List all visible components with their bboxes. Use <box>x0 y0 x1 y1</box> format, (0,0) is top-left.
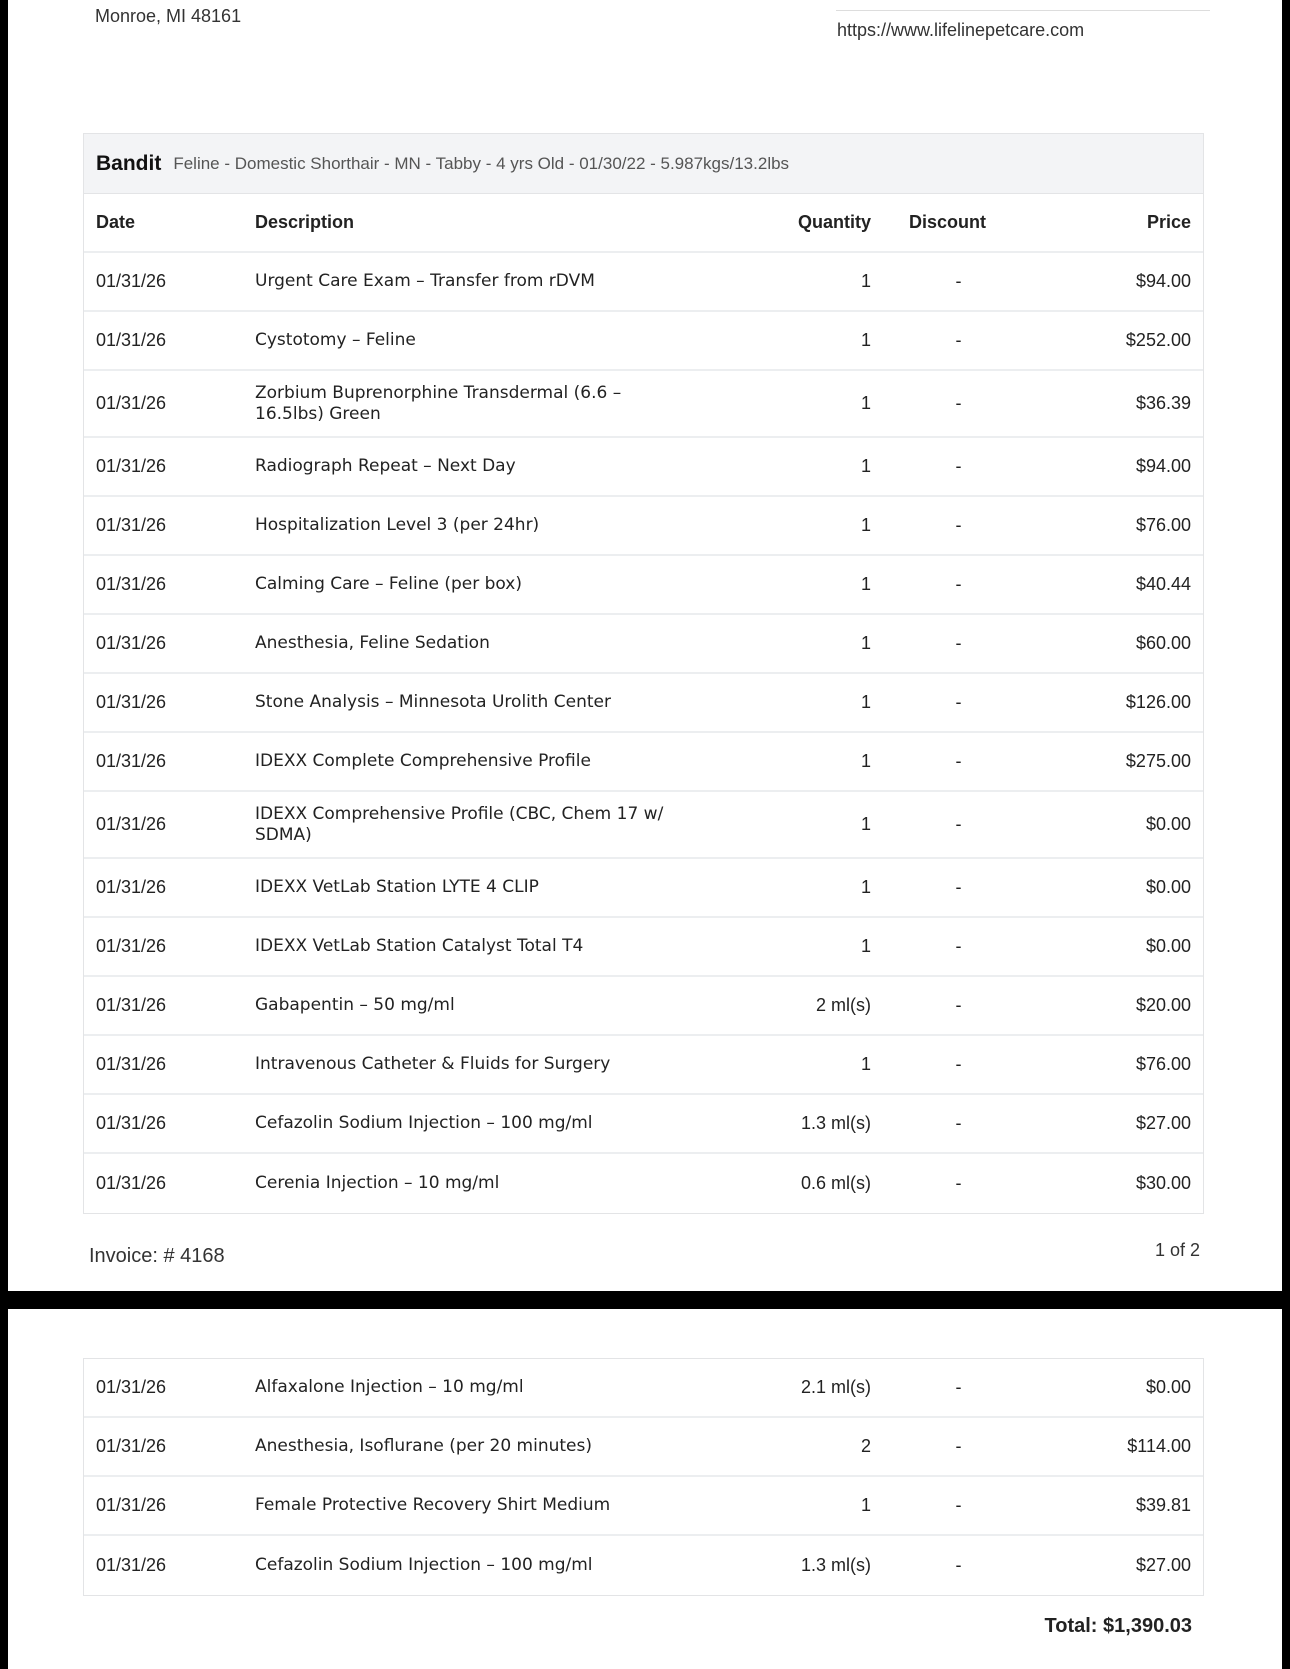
item-quantity: 1 <box>860 1495 871 1515</box>
table-row <box>84 371 1203 438</box>
item-description: IDEXX VetLab Station Catalyst Total T4 <box>255 936 584 956</box>
item-discount: - <box>955 814 962 834</box>
table-row <box>84 1477 1203 1536</box>
table-row <box>84 312 1203 371</box>
item-date: 01/31/26 <box>96 456 167 476</box>
item-description: IDEXX Comprehensive Profile (CBC, Chem 17 w/ SDMA) <box>255 803 664 845</box>
page-number: 1 of 2 <box>1154 1240 1200 1260</box>
item-discount: - <box>955 1054 962 1074</box>
item-quantity: 2 ml(s) <box>816 995 871 1015</box>
item-date: 01/31/26 <box>96 1113 167 1133</box>
item-quantity: 1 <box>860 393 871 413</box>
table-row <box>84 497 1203 556</box>
item-quantity: 1 <box>860 1054 871 1074</box>
item-date: 01/31/26 <box>96 1377 167 1397</box>
item-price: $40.44 <box>1135 574 1191 594</box>
item-date: 01/31/26 <box>96 1173 167 1193</box>
item-date: 01/31/26 <box>96 271 167 291</box>
item-discount: - <box>955 574 962 594</box>
item-date: 01/31/26 <box>96 330 167 350</box>
item-description: Intravenous Catheter & Fluids for Surgery <box>255 1054 611 1074</box>
item-quantity: 0.6 ml(s) <box>800 1173 871 1193</box>
table-row <box>84 1154 1203 1213</box>
item-discount: - <box>955 1173 962 1193</box>
column-header-discount: Discount <box>909 212 987 232</box>
table-row <box>84 977 1203 1036</box>
item-price: $39.81 <box>1135 1495 1191 1515</box>
item-description: Female Protective Recovery Shirt Medium <box>255 1495 611 1515</box>
item-description: Anesthesia, Feline Sedation <box>255 633 490 653</box>
table-row <box>84 253 1203 312</box>
item-date: 01/31/26 <box>96 936 167 956</box>
item-discount: - <box>955 936 962 956</box>
item-discount: - <box>955 1555 962 1575</box>
item-quantity: 1 <box>860 692 871 712</box>
item-price: $27.00 <box>1135 1555 1191 1575</box>
item-price: $0.00 <box>1145 877 1191 897</box>
item-description: Urgent Care Exam – Transfer from rDVM <box>255 271 595 291</box>
item-discount: - <box>955 1377 962 1397</box>
item-description: Gabapentin – 50 mg/ml <box>255 995 455 1015</box>
item-date: 01/31/26 <box>96 393 167 413</box>
item-description: Zorbium Buprenorphine Transdermal (6.6 – 16.5lbs) Green <box>255 382 622 424</box>
item-price: $30.00 <box>1135 1173 1191 1193</box>
item-date: 01/31/26 <box>96 995 167 1015</box>
item-quantity: 1 <box>860 330 871 350</box>
column-header-description: Description <box>255 212 355 232</box>
clinic-address: Monroe, MI 48161 <box>95 6 242 26</box>
item-discount: - <box>955 330 962 350</box>
table-row <box>84 1036 1203 1095</box>
table-row <box>84 674 1203 733</box>
invoice-number: Invoice: # 4168 <box>89 1245 225 1267</box>
item-discount: - <box>955 456 962 476</box>
item-date: 01/31/26 <box>96 633 167 653</box>
item-quantity: 1 <box>860 574 871 594</box>
item-date: 01/31/26 <box>96 814 167 834</box>
table-row <box>84 918 1203 977</box>
item-quantity: 1 <box>860 751 871 771</box>
item-discount: - <box>955 995 962 1015</box>
item-price: $114.00 <box>1127 1436 1191 1456</box>
item-discount: - <box>955 515 962 535</box>
item-quantity: 1.3 ml(s) <box>800 1113 871 1133</box>
item-discount: - <box>955 271 962 291</box>
item-description: Alfaxalone Injection – 10 mg/ml <box>255 1377 524 1397</box>
item-quantity: 1 <box>860 515 871 535</box>
item-quantity: 1 <box>860 633 871 653</box>
item-price: $20.00 <box>1135 995 1191 1015</box>
line-items-table <box>83 133 1204 1214</box>
item-description: Anesthesia, Isoflurane (per 20 minutes) <box>255 1436 592 1456</box>
item-price: $252.00 <box>1125 330 1191 350</box>
item-description: Cerenia Injection – 10 mg/ml <box>255 1173 500 1193</box>
item-quantity: 1 <box>860 814 871 834</box>
item-date: 01/31/26 <box>96 1436 167 1456</box>
item-discount: - <box>955 692 962 712</box>
patient-details: Feline - Domestic Shorthair - MN - Tabby - 4 yrs Old - 01/30/22 - 5.987kgs/13.2lbs <box>173 153 790 173</box>
invoice-page-1 <box>8 0 1282 1291</box>
table-header-row <box>84 194 1203 253</box>
item-discount: - <box>955 751 962 771</box>
table-row <box>84 556 1203 615</box>
item-quantity: 1 <box>860 877 871 897</box>
item-price: $275.00 <box>1125 751 1191 771</box>
item-description: Cefazolin Sodium Injection – 100 mg/ml <box>255 1113 593 1133</box>
item-date: 01/31/26 <box>96 1495 167 1515</box>
item-description: Hospitalization Level 3 (per 24hr) <box>255 515 540 535</box>
item-quantity: 2 <box>860 1436 871 1456</box>
item-discount: - <box>955 393 962 413</box>
item-price: $0.00 <box>1145 1377 1191 1397</box>
patient-name: Bandit <box>96 151 162 175</box>
item-description: IDEXX Complete Comprehensive Profile <box>255 751 591 771</box>
line-items-table-continued <box>83 1358 1204 1596</box>
item-price: $94.00 <box>1135 456 1191 476</box>
item-date: 01/31/26 <box>96 751 167 771</box>
item-quantity: 1.3 ml(s) <box>800 1555 871 1575</box>
item-date: 01/31/26 <box>96 1555 167 1575</box>
item-discount: - <box>955 877 962 897</box>
item-quantity: 2.1 ml(s) <box>800 1377 871 1397</box>
item-discount: - <box>955 633 962 653</box>
column-header-price: Price <box>1146 212 1191 232</box>
item-discount: - <box>955 1436 962 1456</box>
column-header-date: Date <box>96 212 136 232</box>
item-price: $76.00 <box>1135 515 1191 535</box>
item-quantity: 1 <box>860 936 871 956</box>
header-divider <box>836 10 1210 11</box>
table-row <box>84 1536 1203 1595</box>
table-row <box>84 859 1203 918</box>
item-discount: - <box>955 1113 962 1133</box>
item-date: 01/31/26 <box>96 1054 167 1074</box>
item-price: $27.00 <box>1135 1113 1191 1133</box>
table-row <box>84 1418 1203 1477</box>
item-date: 01/31/26 <box>96 574 167 594</box>
item-date: 01/31/26 <box>96 877 167 897</box>
table-row <box>84 1095 1203 1154</box>
patient-header <box>84 134 1203 194</box>
table-row <box>84 1359 1203 1418</box>
item-description: Stone Analysis – Minnesota Urolith Center <box>255 692 611 712</box>
table-row <box>84 615 1203 674</box>
invoice-page-2 <box>8 1309 1282 1669</box>
item-date: 01/31/26 <box>96 515 167 535</box>
item-date: 01/31/26 <box>96 692 167 712</box>
item-price: $36.39 <box>1135 393 1191 413</box>
item-quantity: 1 <box>860 456 871 476</box>
table-row <box>84 438 1203 497</box>
item-description: Calming Care – Feline (per box) <box>255 574 522 594</box>
invoice-total: Total: $1,390.03 <box>1044 1615 1192 1637</box>
item-price: $126.00 <box>1125 692 1191 712</box>
item-description: IDEXX VetLab Station LYTE 4 CLIP <box>255 877 539 897</box>
item-description: Cystotomy – Feline <box>255 330 416 350</box>
item-description: Cefazolin Sodium Injection – 100 mg/ml <box>255 1555 593 1575</box>
item-price: $94.00 <box>1135 271 1191 291</box>
item-description: Radiograph Repeat – Next Day <box>255 456 516 476</box>
clinic-website-link[interactable]: https://www.lifelinepetcare.com <box>837 20 1085 40</box>
item-price: $60.00 <box>1135 633 1191 653</box>
item-price: $0.00 <box>1145 936 1191 956</box>
table-row <box>84 733 1203 792</box>
table-row <box>84 792 1203 859</box>
item-discount: - <box>955 1495 962 1515</box>
item-price: $0.00 <box>1145 814 1191 834</box>
item-quantity: 1 <box>860 271 871 291</box>
column-header-quantity: Quantity <box>797 212 871 232</box>
item-price: $76.00 <box>1135 1054 1191 1074</box>
